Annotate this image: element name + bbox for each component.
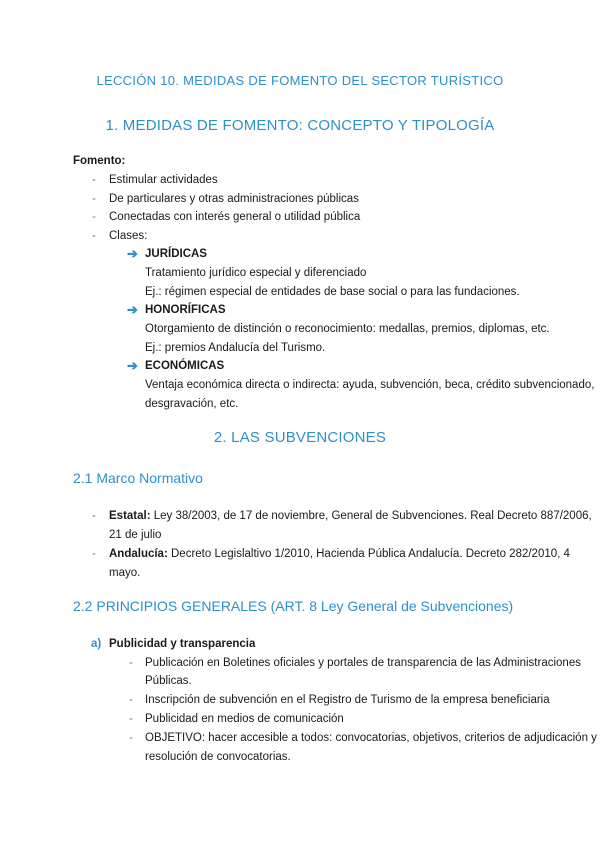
subsection-2-1-title: 2.1 Marco Normativo bbox=[73, 470, 203, 486]
section-2-title: 2. LAS SUBVENCIONES bbox=[213, 429, 387, 446]
class-line: Ej.: premios Andalucía del Turismo. bbox=[145, 342, 326, 354]
class-heading: ECONÓMICAS bbox=[145, 360, 225, 372]
law-text: Decreto Legislaltivo 1/2010, Hacienda Pública Andalucía. Decreto 282/2010, 4 bbox=[171, 548, 570, 560]
law-item bbox=[109, 507, 592, 525]
principle-line: Públicas. bbox=[145, 675, 192, 687]
principle-line: Inscripción de subvención en el Registro de Turismo de la empresa beneficiaria bbox=[145, 694, 550, 706]
fomento-label: Fomento: bbox=[73, 155, 126, 167]
bullet-text: Estimular actividades bbox=[109, 174, 218, 186]
principle-line: Publicidad en medios de comunicación bbox=[145, 713, 344, 725]
lesson-title: LECCIÓN 10. MEDIDAS DE FOMENTO DEL SECTOR TURÍSTICO bbox=[96, 73, 504, 88]
bullet-text: Clases: bbox=[109, 230, 148, 242]
bullet-dash: - bbox=[92, 548, 96, 560]
class-heading: HONORÍFICAS bbox=[145, 304, 226, 316]
bullet-text: Conectadas con interés general o utilidad pública bbox=[109, 211, 361, 223]
bullet-dash: - bbox=[129, 657, 133, 669]
bullet-dash: - bbox=[92, 193, 96, 205]
class-line: Otorgamiento de distinción o reconocimiento: medallas, premios, diplomas, etc. bbox=[145, 323, 550, 335]
principle-line: OBJETIVO: hacer accesible a todos: convocatorias, objetivos, criterios de adjudicación y bbox=[145, 732, 597, 744]
bullet-dash: - bbox=[129, 694, 133, 706]
law-text-cont: 21 de julio bbox=[109, 529, 162, 541]
principle-heading: Publicidad y transparencia bbox=[109, 638, 256, 650]
law-label: Estatal: bbox=[109, 510, 151, 522]
arrow-right-icon: ➔ bbox=[127, 302, 138, 317]
bullet-dash: - bbox=[129, 732, 133, 744]
law-label: Andalucía: bbox=[109, 548, 168, 560]
principle-line: Publicación en Boletines oficiales y portales de transparencia de las Administraciones bbox=[145, 657, 581, 669]
list-marker: a) bbox=[91, 638, 102, 650]
law-text: Ley 38/2003, de 17 de noviembre, General de Subvenciones. Real Decreto 887/2006, bbox=[153, 510, 592, 522]
bullet-text: De particulares y otras administraciones públicas bbox=[109, 193, 359, 205]
arrow-right-icon: ➔ bbox=[127, 246, 138, 261]
bullet-dash: - bbox=[92, 510, 96, 522]
law-item bbox=[109, 545, 570, 563]
class-line: desgravación, etc. bbox=[145, 398, 239, 410]
class-line: Ventaja económica directa o indirecta: ayuda, subvención, beca, crédito subvencionado, bbox=[145, 379, 595, 391]
bullet-dash: - bbox=[92, 230, 96, 242]
law-text-cont: mayo. bbox=[109, 567, 141, 579]
section-1-title: 1. MEDIDAS DE FOMENTO: CONCEPTO Y TIPOLOGÍA bbox=[105, 117, 495, 134]
bullet-dash: - bbox=[92, 174, 96, 186]
principle-line: resolución de convocatorias. bbox=[145, 751, 291, 763]
bullet-dash: - bbox=[92, 211, 96, 223]
class-line: Ej.: régimen especial de entidades de base social o para las fundaciones. bbox=[145, 286, 520, 298]
class-heading: JURÍDICAS bbox=[145, 248, 207, 260]
subsection-2-2-title: 2.2 PRINCIPIOS GENERALES (ART. 8 Ley General de Subvenciones) bbox=[73, 598, 514, 614]
bullet-dash: - bbox=[129, 713, 133, 725]
class-line: Tratamiento jurídico especial y diferenciado bbox=[145, 267, 367, 279]
arrow-right-icon: ➔ bbox=[127, 358, 138, 373]
